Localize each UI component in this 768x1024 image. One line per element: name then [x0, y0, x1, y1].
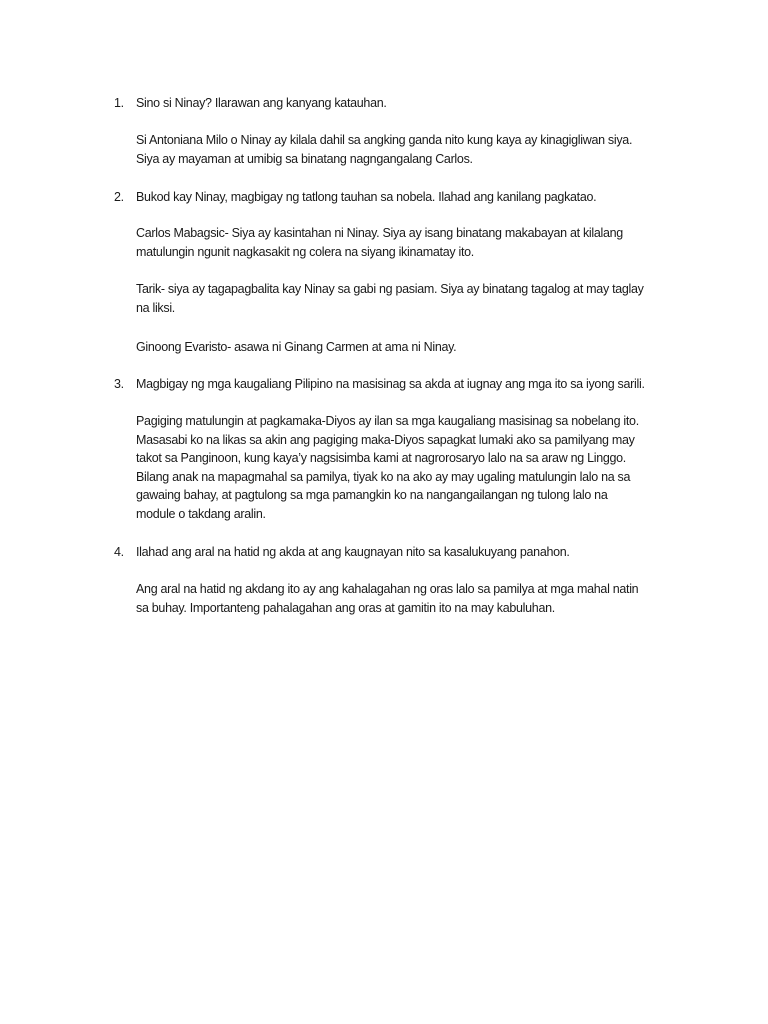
answer-line: module o takdang aralin.: [136, 506, 266, 521]
answer-paragraph: [136, 131, 676, 168]
answer-line: Carlos Mabagsic- Siya ay kasintahan ni Ninay. Siya ay isang binatang makabayan at kilalang: [136, 226, 623, 240]
question-number: 4.: [114, 545, 124, 559]
answer-line: Siya ay mayaman at umibig sa binatang nagngangalang Carlos.: [136, 151, 473, 166]
question-text: [136, 543, 676, 562]
answer-line: Bilang anak na mapagmahal sa pamilya, tiyak ko na ako ay may ugaling matulungin lalo na sa: [136, 469, 631, 484]
answer-line: takot sa Panginoon, kung kaya’y nagsisimba kami at nagrorosaryo lalo na sa araw ng Linggo.: [136, 451, 626, 465]
question-number: 2.: [114, 190, 124, 204]
answer-line: Ginoong Evaristo- asawa ni Ginang Carmen at ama ni Ninay.: [136, 340, 457, 354]
answer-line: Tarik- siya ay tagapagbalita kay Ninay sa gabi ng pasiam. Siya ay binatang tagalog at may taglay: [136, 282, 644, 296]
question-text: [136, 188, 676, 207]
question-number: 3.: [114, 377, 124, 391]
answer-paragraph: [136, 338, 676, 357]
answer-line: matulungin ngunit nagkasakit ng colera na siyang ikinamatay ito.: [136, 244, 474, 259]
question-line: Sino si Ninay? Ilarawan ang kanyang katauhan.: [136, 96, 387, 110]
answer-paragraph: [136, 224, 676, 261]
question-text: [136, 94, 676, 113]
answer-line: Masasabi ko na likas sa akin ang pagiging maka-Diyos sapagkat lumaki ako sa pamilyang may: [136, 432, 635, 447]
question-line: Bukod kay Ninay, magbigay ng tatlong tauhan sa nobela. Ilahad ang kanilang pagkatao.: [136, 190, 597, 204]
answer-paragraph: [136, 280, 676, 317]
answer-line: gawaing bahay, at pagtulong sa mga pamangkin ko na nangangailangan ng tulong lalo na: [136, 488, 608, 502]
answer-line: Pagiging matulungin at pagkamaka-Diyos ay ilan sa mga kaugaliang masisinag sa nobelang ito.: [136, 414, 639, 428]
answer-line: Ang aral na hatid ng akdang ito ay ang kahalagahan ng oras lalo sa pamilya at mga mahal natin: [136, 582, 639, 596]
answer-paragraph: [136, 412, 676, 523]
answer-line: sa buhay. Importanteng pahalagahan ang oras at gamitin ito na may kabuluhan.: [136, 600, 555, 615]
answer-line: Si Antoniana Milo o Ninay ay kilala dahil sa angking ganda nito kung kaya ay kinagigliwan siya.: [136, 133, 633, 147]
question-text: [136, 375, 676, 394]
answer-line: na liksi.: [136, 300, 175, 315]
question-line: Magbigay ng mga kaugaliang Pilipino na masisinag sa akda at iugnay ang mga ito sa iyong sarili.: [136, 377, 645, 391]
answer-paragraph: [136, 580, 676, 617]
question-number: 1.: [114, 96, 124, 110]
question-line: Ilahad ang aral na hatid ng akda at ang kaugnayan nito sa kasalukuyang panahon.: [136, 545, 570, 559]
